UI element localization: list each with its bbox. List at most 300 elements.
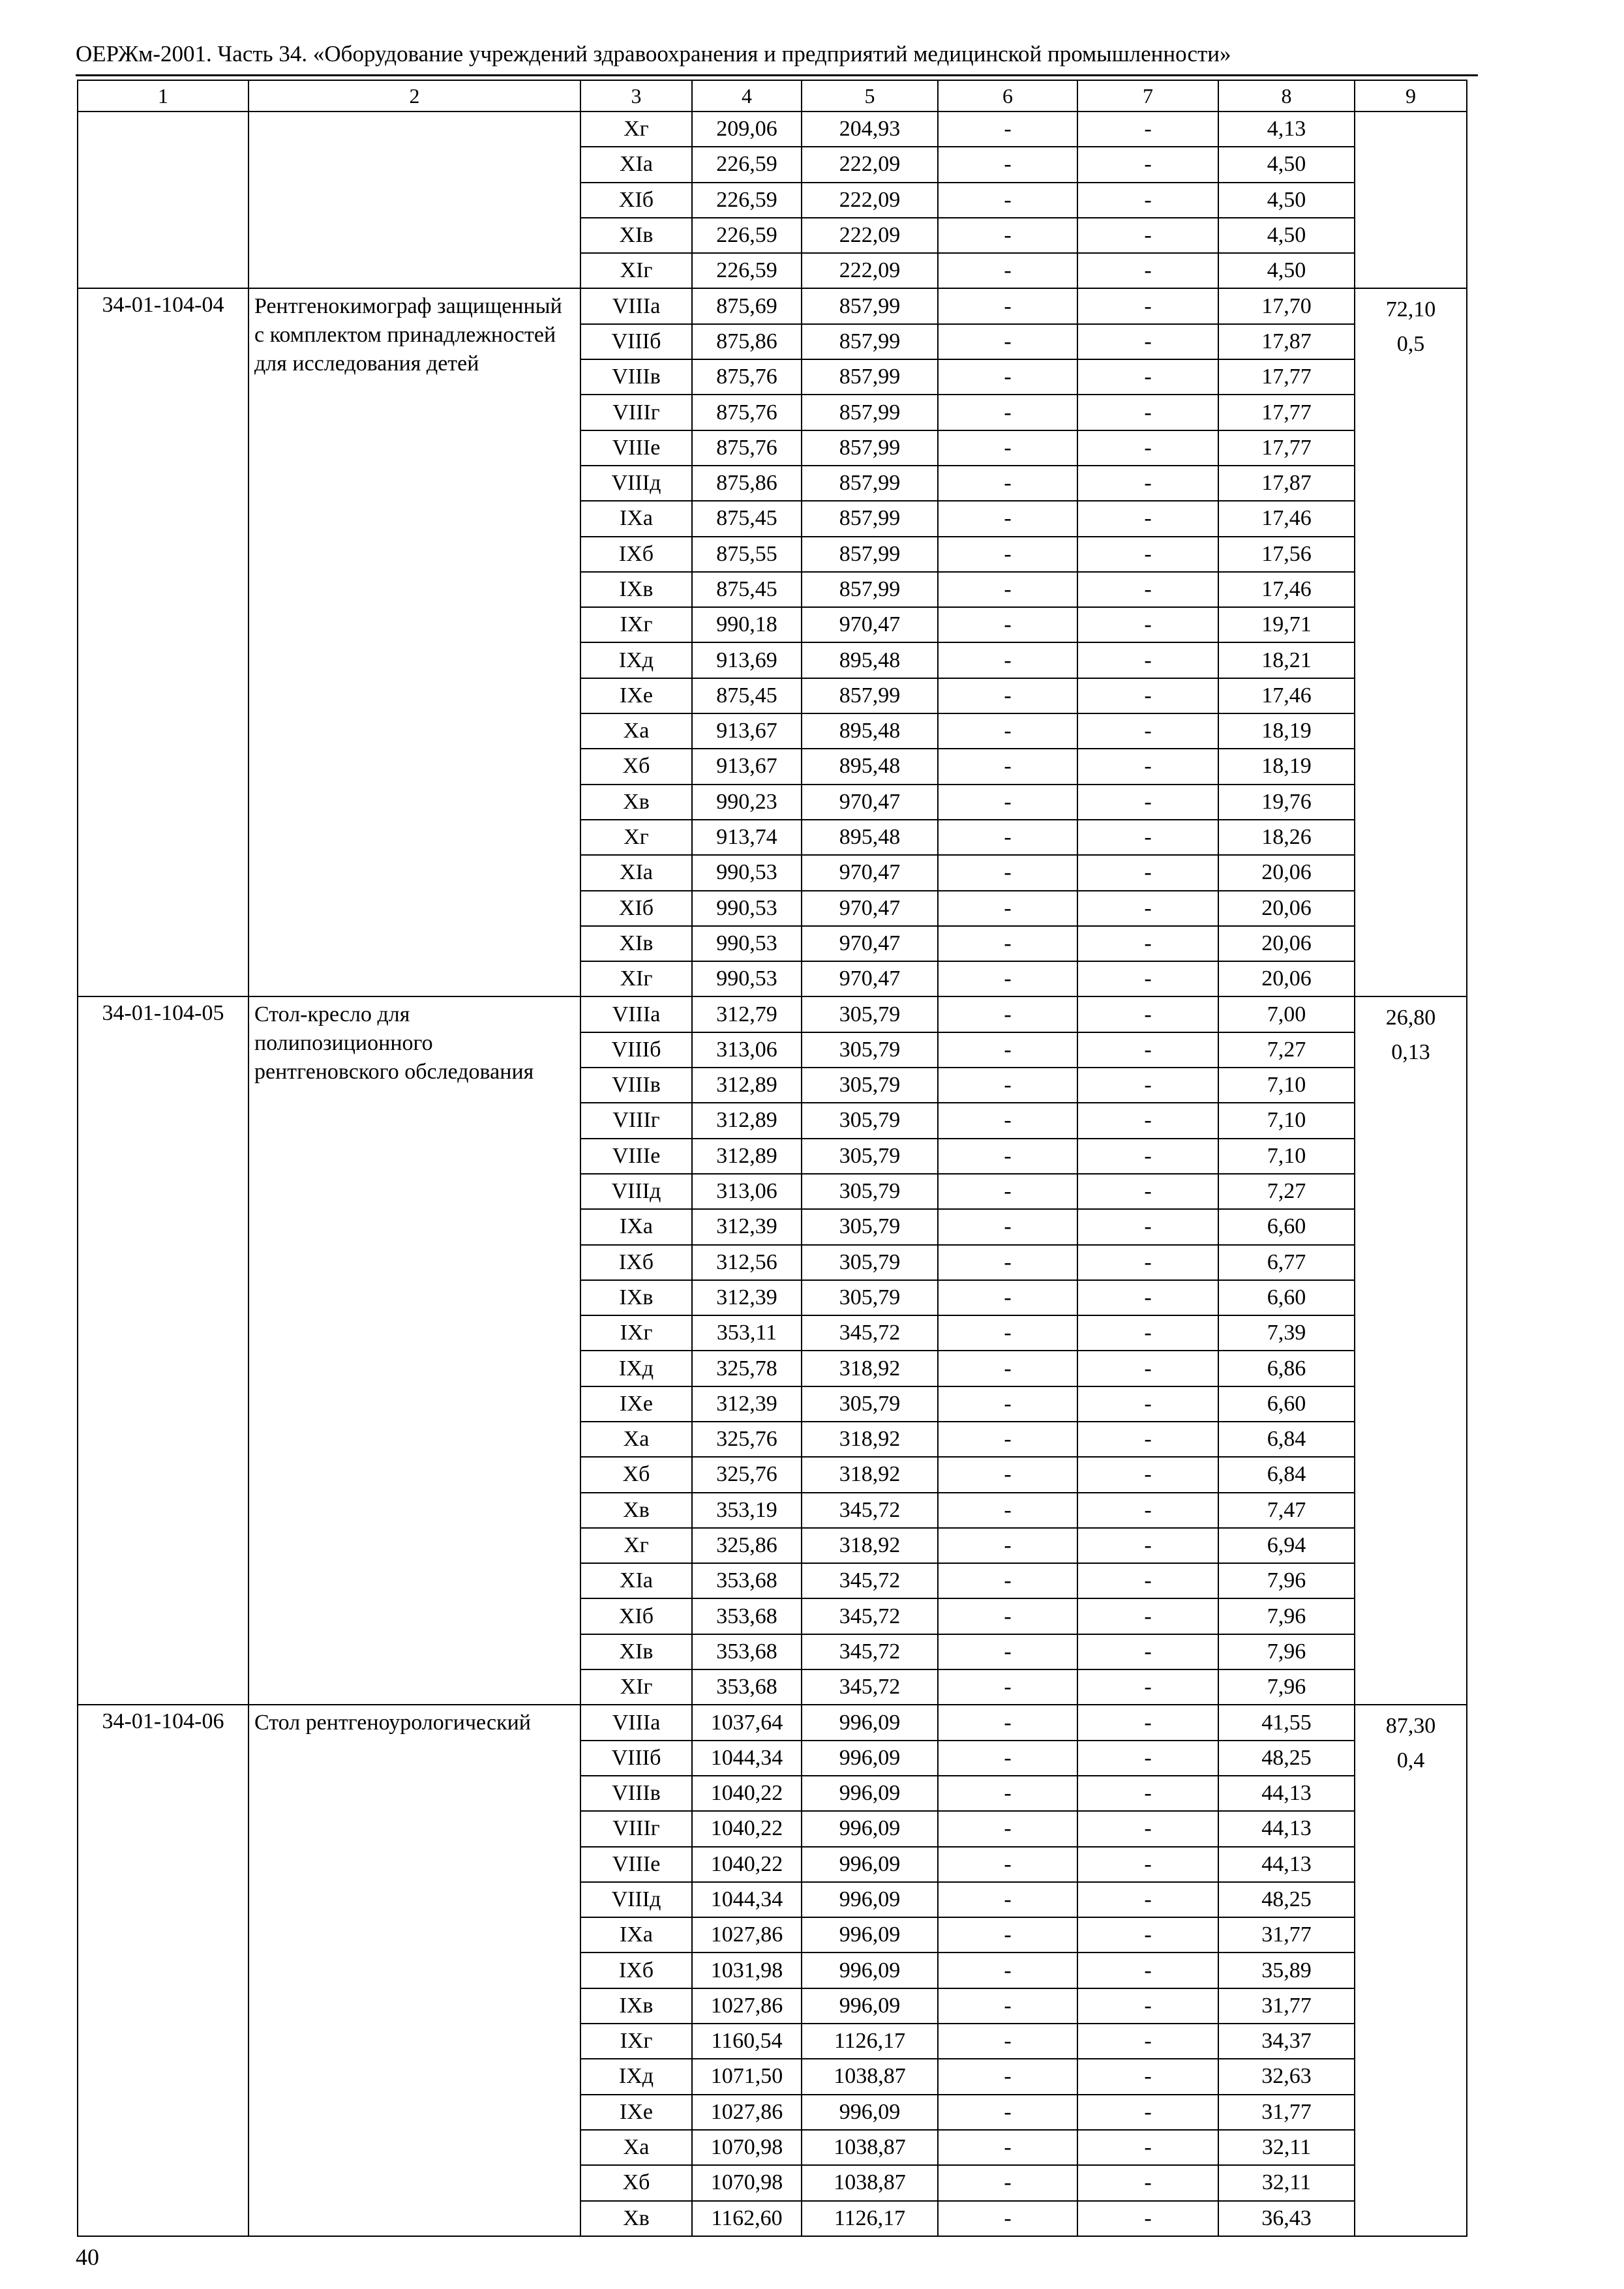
labor-cost-cell: 1038,87 [802,2130,938,2165]
col6-cell: - [938,926,1077,961]
material-cost-cell: 20,06 [1218,855,1355,890]
header-rule [76,74,1478,76]
labor-cost-cell: 222,09 [802,183,938,218]
equipment-name-cell: Рентгенокимограф защищенный с комплектом принадлежностей для исследования детей [248,288,580,996]
rates-table [77,80,1467,2237]
col7-cell: - [1077,1634,1218,1669]
total-cost-cell: 875,45 [692,678,802,713]
material-cost-cell: 7,39 [1218,1315,1355,1351]
total-cost-cell: 1162,60 [692,2201,802,2236]
material-cost-cell: 44,13 [1218,1776,1355,1811]
labor-cost-cell: 345,72 [802,1493,938,1528]
col6-cell: - [938,855,1077,890]
total-cost-cell: 913,67 [692,713,802,749]
col7-cell: - [1077,183,1218,218]
col7-cell: - [1077,1598,1218,1634]
col7-cell: - [1077,1882,1218,1917]
material-cost-cell: 17,46 [1218,678,1355,713]
total-cost-cell: 913,67 [692,749,802,784]
labor-cost-cell: 857,99 [802,678,938,713]
col7-cell: - [1077,1493,1218,1528]
labor-cost-cell: 305,79 [802,1139,938,1174]
zone-cell: VIIIв [580,1776,692,1811]
total-cost-cell: 325,76 [692,1422,802,1457]
zone-cell: Хв [580,1493,692,1528]
labor-cost-cell: 305,79 [802,1174,938,1209]
material-cost-cell: 7,27 [1218,1032,1355,1068]
rate-code-cell: 34-01-104-05 [78,996,248,1705]
zone-cell: ХIг [580,253,692,288]
column-header: 3 [580,80,692,112]
col6-cell: - [938,678,1077,713]
material-cost-cell: 18,19 [1218,713,1355,749]
col6-cell: - [938,891,1077,926]
col6-cell: - [938,1528,1077,1563]
col6-cell: - [938,537,1077,572]
zone-cell: VIIIа [580,1705,692,1740]
zone-cell: Хг [580,1528,692,1563]
col6-cell: - [938,1917,1077,1952]
zone-cell: IХа [580,501,692,536]
material-cost-cell: 6,77 [1218,1245,1355,1280]
material-cost-cell: 6,94 [1218,1528,1355,1563]
col6-cell: - [938,2095,1077,2130]
col6-cell: - [938,1209,1077,1244]
mass-cell [1355,996,1467,1705]
labor-cost-cell: 222,09 [802,253,938,288]
zone-cell: Хв [580,785,692,820]
col7-cell: - [1077,855,1218,890]
col6-cell: - [938,1952,1077,1988]
col6-cell: - [938,324,1077,359]
col6-cell: - [938,820,1077,855]
col6-cell: - [938,218,1077,253]
material-cost-cell: 20,06 [1218,891,1355,926]
col7-cell: - [1077,996,1218,1032]
col7-cell: - [1077,2130,1218,2165]
col6-cell: - [938,1032,1077,1068]
col6-cell: - [938,1493,1077,1528]
zone-cell: ХIа [580,147,692,182]
material-cost-cell: 31,77 [1218,1917,1355,1952]
labor-cost-cell: 996,09 [802,1952,938,1988]
total-cost-cell: 1037,64 [692,1705,802,1740]
labor-cost-cell: 857,99 [802,501,938,536]
mass-cell [1355,288,1467,996]
col7-cell: - [1077,359,1218,395]
labor-cost-cell: 970,47 [802,855,938,890]
labor-cost-cell: 857,99 [802,466,938,501]
zone-cell: ХIа [580,1563,692,1598]
col7-cell: - [1077,926,1218,961]
labor-cost-cell: 345,72 [802,1669,938,1705]
col7-cell: - [1077,1741,1218,1776]
total-cost-cell: 875,86 [692,466,802,501]
total-cost-cell: 1040,22 [692,1776,802,1811]
labor-cost-cell: 970,47 [802,926,938,961]
material-cost-cell: 17,87 [1218,324,1355,359]
mass-cell [1355,1705,1467,2236]
zone-cell: VIIIб [580,1032,692,1068]
zone-cell: ХIв [580,926,692,961]
material-cost-cell: 4,50 [1218,147,1355,182]
col6-cell: - [938,713,1077,749]
labor-cost-cell: 305,79 [802,1068,938,1103]
zone-cell: IХе [580,1386,692,1422]
col7-cell: - [1077,785,1218,820]
zone-cell: VIIIг [580,395,692,430]
labor-cost-cell: 857,99 [802,430,938,466]
col7-cell: - [1077,1032,1218,1068]
total-cost-cell: 875,55 [692,537,802,572]
zone-cell: Хб [580,1457,692,1492]
column-header: 5 [802,80,938,112]
col6-cell: - [938,2165,1077,2200]
col7-cell: - [1077,572,1218,607]
labor-cost-cell: 204,93 [802,112,938,147]
col6-cell: - [938,1634,1077,1669]
col7-cell: - [1077,395,1218,430]
material-cost-cell: 7,27 [1218,1174,1355,1209]
mass-coefficient: 0,4 [1396,1748,1425,1773]
material-cost-cell: 32,11 [1218,2165,1355,2200]
zone-cell: VIIIг [580,1811,692,1846]
mass-value: 26,80 [1385,1006,1436,1030]
zone-cell: VIIIв [580,1068,692,1103]
total-cost-cell: 1160,54 [692,2024,802,2059]
col7-cell: - [1077,678,1218,713]
col6-cell: - [938,2130,1077,2165]
col6-cell: - [938,395,1077,430]
zone-cell: IХв [580,1280,692,1315]
labor-cost-cell: 996,09 [802,1741,938,1776]
col6-cell: - [938,1988,1077,2024]
total-cost-cell: 875,45 [692,501,802,536]
col6-cell: - [938,288,1077,323]
material-cost-cell: 41,55 [1218,1705,1355,1740]
column-header: 6 [938,80,1077,112]
col7-cell: - [1077,820,1218,855]
material-cost-cell: 6,84 [1218,1422,1355,1457]
zone-cell: IХг [580,1315,692,1351]
material-cost-cell: 17,70 [1218,288,1355,323]
zone-cell: ХIа [580,855,692,890]
total-cost-cell: 226,59 [692,218,802,253]
labor-cost-cell: 857,99 [802,359,938,395]
total-cost-cell: 353,11 [692,1315,802,1351]
zone-cell: ХIб [580,1598,692,1634]
labor-cost-cell: 318,92 [802,1351,938,1386]
col7-cell: - [1077,1139,1218,1174]
total-cost-cell: 1027,86 [692,1988,802,2024]
total-cost-cell: 1044,34 [692,1741,802,1776]
zone-cell: IХе [580,2095,692,2130]
total-cost-cell: 1027,86 [692,1917,802,1952]
zone-cell: ХIг [580,1669,692,1705]
material-cost-cell: 17,77 [1218,430,1355,466]
col6-cell: - [938,359,1077,395]
col7-cell: - [1077,1174,1218,1209]
col6-cell: - [938,466,1077,501]
col7-cell: - [1077,1209,1218,1244]
col6-cell: - [938,2024,1077,2059]
col6-cell: - [938,147,1077,182]
labor-cost-cell: 996,09 [802,1776,938,1811]
material-cost-cell: 7,10 [1218,1103,1355,1138]
labor-cost-cell: 1038,87 [802,2059,938,2094]
labor-cost-cell: 996,09 [802,2095,938,2130]
labor-cost-cell: 996,09 [802,1988,938,2024]
col7-cell: - [1077,713,1218,749]
col6-cell: - [938,1598,1077,1634]
material-cost-cell: 7,00 [1218,996,1355,1032]
zone-cell: IХа [580,1209,692,1244]
col7-cell: - [1077,1422,1218,1457]
col6-cell: - [938,1174,1077,1209]
material-cost-cell: 20,06 [1218,926,1355,961]
page-number: 40 [76,2244,99,2270]
labor-cost-cell: 305,79 [802,1280,938,1315]
col6-cell: - [938,785,1077,820]
material-cost-cell: 17,77 [1218,395,1355,430]
col6-cell: - [938,1882,1077,1917]
rate-code-cell: 34-01-104-06 [78,1705,248,2236]
total-cost-cell: 353,68 [692,1598,802,1634]
total-cost-cell: 325,86 [692,1528,802,1563]
col6-cell: - [938,1351,1077,1386]
total-cost-cell: 312,79 [692,996,802,1032]
col7-cell: - [1077,112,1218,147]
column-header: 1 [78,80,248,112]
labor-cost-cell: 305,79 [802,1103,938,1138]
labor-cost-cell: 895,48 [802,713,938,749]
col7-cell: - [1077,253,1218,288]
col6-cell: - [938,642,1077,678]
labor-cost-cell: 895,48 [802,820,938,855]
total-cost-cell: 875,69 [692,288,802,323]
col7-cell: - [1077,501,1218,536]
labor-cost-cell: 345,72 [802,1315,938,1351]
total-cost-cell: 1040,22 [692,1811,802,1846]
total-cost-cell: 312,39 [692,1386,802,1422]
col6-cell: - [938,1315,1077,1351]
zone-cell: VIIIа [580,288,692,323]
zone-cell: IХд [580,642,692,678]
col7-cell: - [1077,961,1218,996]
mass-coefficient: 0,13 [1391,1040,1430,1065]
labor-cost-cell: 996,09 [802,1917,938,1952]
zone-cell: VIIIе [580,1847,692,1882]
col7-cell: - [1077,537,1218,572]
total-cost-cell: 990,23 [692,785,802,820]
col7-cell: - [1077,1917,1218,1952]
col7-cell: - [1077,607,1218,642]
material-cost-cell: 4,50 [1218,183,1355,218]
zone-cell: IХд [580,2059,692,2094]
labor-cost-cell: 996,09 [802,1811,938,1846]
col7-cell: - [1077,2095,1218,2130]
total-cost-cell: 1027,86 [692,2095,802,2130]
labor-cost-cell: 305,79 [802,996,938,1032]
col7-cell: - [1077,749,1218,784]
labor-cost-cell: 345,72 [802,1563,938,1598]
zone-cell: Ха [580,713,692,749]
zone-cell: IХд [580,1351,692,1386]
total-cost-cell: 990,53 [692,926,802,961]
total-cost-cell: 990,18 [692,607,802,642]
material-cost-cell: 31,77 [1218,1988,1355,2024]
total-cost-cell: 875,76 [692,395,802,430]
material-cost-cell: 18,19 [1218,749,1355,784]
total-cost-cell: 209,06 [692,112,802,147]
labor-cost-cell: 305,79 [802,1209,938,1244]
col7-cell: - [1077,1669,1218,1705]
labor-cost-cell: 305,79 [802,1386,938,1422]
zone-cell: IХв [580,572,692,607]
col7-cell: - [1077,1068,1218,1103]
column-header: 2 [248,80,580,112]
zone-cell: Ха [580,2130,692,2165]
col7-cell: - [1077,2165,1218,2200]
material-cost-cell: 7,10 [1218,1139,1355,1174]
labor-cost-cell: 857,99 [802,324,938,359]
total-cost-cell: 875,76 [692,430,802,466]
col7-cell: - [1077,1988,1218,2024]
zone-cell: IХе [580,678,692,713]
zone-cell: Хв [580,2201,692,2236]
zone-cell: ХIв [580,218,692,253]
total-cost-cell: 313,06 [692,1032,802,1068]
labor-cost-cell: 345,72 [802,1598,938,1634]
total-cost-cell: 312,89 [692,1139,802,1174]
zone-cell: IХа [580,1917,692,1952]
table-body [78,112,1467,2236]
labor-cost-cell: 970,47 [802,785,938,820]
col6-cell: - [938,253,1077,288]
col6-cell: - [938,1245,1077,1280]
labor-cost-cell: 1126,17 [802,2024,938,2059]
total-cost-cell: 1070,98 [692,2165,802,2200]
total-cost-cell: 353,68 [692,1563,802,1598]
col7-cell: - [1077,218,1218,253]
material-cost-cell: 44,13 [1218,1847,1355,1882]
labor-cost-cell: 857,99 [802,395,938,430]
material-cost-cell: 17,46 [1218,501,1355,536]
col6-cell: - [938,1847,1077,1882]
total-cost-cell: 990,53 [692,855,802,890]
labor-cost-cell: 895,48 [802,642,938,678]
col6-cell: - [938,1139,1077,1174]
material-cost-cell: 31,77 [1218,2095,1355,2130]
col7-cell: - [1077,642,1218,678]
zone-cell: IХб [580,1245,692,1280]
material-cost-cell: 6,60 [1218,1280,1355,1315]
total-cost-cell: 913,69 [692,642,802,678]
zone-cell: Хб [580,749,692,784]
zone-cell: VIIIд [580,1174,692,1209]
equipment-name-cell [248,112,580,288]
total-cost-cell: 226,59 [692,183,802,218]
col6-cell: - [938,996,1077,1032]
total-cost-cell: 875,76 [692,359,802,395]
material-cost-cell: 7,96 [1218,1634,1355,1669]
zone-cell: VIIIв [580,359,692,395]
material-cost-cell: 6,60 [1218,1386,1355,1422]
col6-cell: - [938,1669,1077,1705]
page-header: ОЕРЖм-2001. Часть 34. «Оборудование учреждений здравоохранения и предприятий медицинской промышленности» [76,41,1231,67]
col6-cell: - [938,112,1077,147]
col7-cell: - [1077,1705,1218,1740]
zone-cell: VIIIд [580,466,692,501]
col7-cell: - [1077,1103,1218,1138]
labor-cost-cell: 996,09 [802,1847,938,1882]
zone-cell: VIIIб [580,324,692,359]
material-cost-cell: 4,13 [1218,112,1355,147]
col7-cell: - [1077,2201,1218,2236]
column-header: 8 [1218,80,1355,112]
labor-cost-cell: 996,09 [802,1882,938,1917]
zone-cell: Хг [580,820,692,855]
col7-cell: - [1077,1280,1218,1315]
total-cost-cell: 1070,98 [692,2130,802,2165]
column-header: 7 [1077,80,1218,112]
zone-cell: VIIIг [580,1103,692,1138]
col7-cell: - [1077,288,1218,323]
col7-cell: - [1077,466,1218,501]
equipment-name-cell: Стол-кресло для полипозиционного рентгеновского обследования [248,996,580,1705]
material-cost-cell: 17,77 [1218,359,1355,395]
material-cost-cell: 19,76 [1218,785,1355,820]
col6-cell: - [938,2059,1077,2094]
labor-cost-cell: 996,09 [802,1705,938,1740]
labor-cost-cell: 318,92 [802,1457,938,1492]
col7-cell: - [1077,1245,1218,1280]
col6-cell: - [938,1386,1077,1422]
zone-cell: VIIIе [580,430,692,466]
mass-coefficient: 0,5 [1396,332,1425,357]
zone-cell: VIIIа [580,996,692,1032]
material-cost-cell: 18,26 [1218,820,1355,855]
total-cost-cell: 325,78 [692,1351,802,1386]
col7-cell: - [1077,1315,1218,1351]
total-cost-cell: 312,39 [692,1280,802,1315]
col6-cell: - [938,607,1077,642]
material-cost-cell: 7,96 [1218,1669,1355,1705]
col6-cell: - [938,1280,1077,1315]
material-cost-cell: 36,43 [1218,2201,1355,2236]
equipment-name-cell: Стол рентгеноурологический [248,1705,580,2236]
material-cost-cell: 6,86 [1218,1351,1355,1386]
labor-cost-cell: 895,48 [802,749,938,784]
labor-cost-cell: 222,09 [802,218,938,253]
total-cost-cell: 1031,98 [692,1952,802,1988]
labor-cost-cell: 305,79 [802,1032,938,1068]
material-cost-cell: 32,63 [1218,2059,1355,2094]
zone-cell: Хб [580,2165,692,2200]
col7-cell: - [1077,1528,1218,1563]
total-cost-cell: 312,89 [692,1068,802,1103]
zone-cell: IХв [580,1988,692,2024]
zone-cell: ХIб [580,891,692,926]
col6-cell: - [938,1741,1077,1776]
zone-cell: ХIв [580,1634,692,1669]
col6-cell: - [938,1563,1077,1598]
material-cost-cell: 17,56 [1218,537,1355,572]
material-cost-cell: 6,84 [1218,1457,1355,1492]
col7-cell: - [1077,1457,1218,1492]
table-row [78,996,1467,1032]
col7-cell: - [1077,1952,1218,1988]
